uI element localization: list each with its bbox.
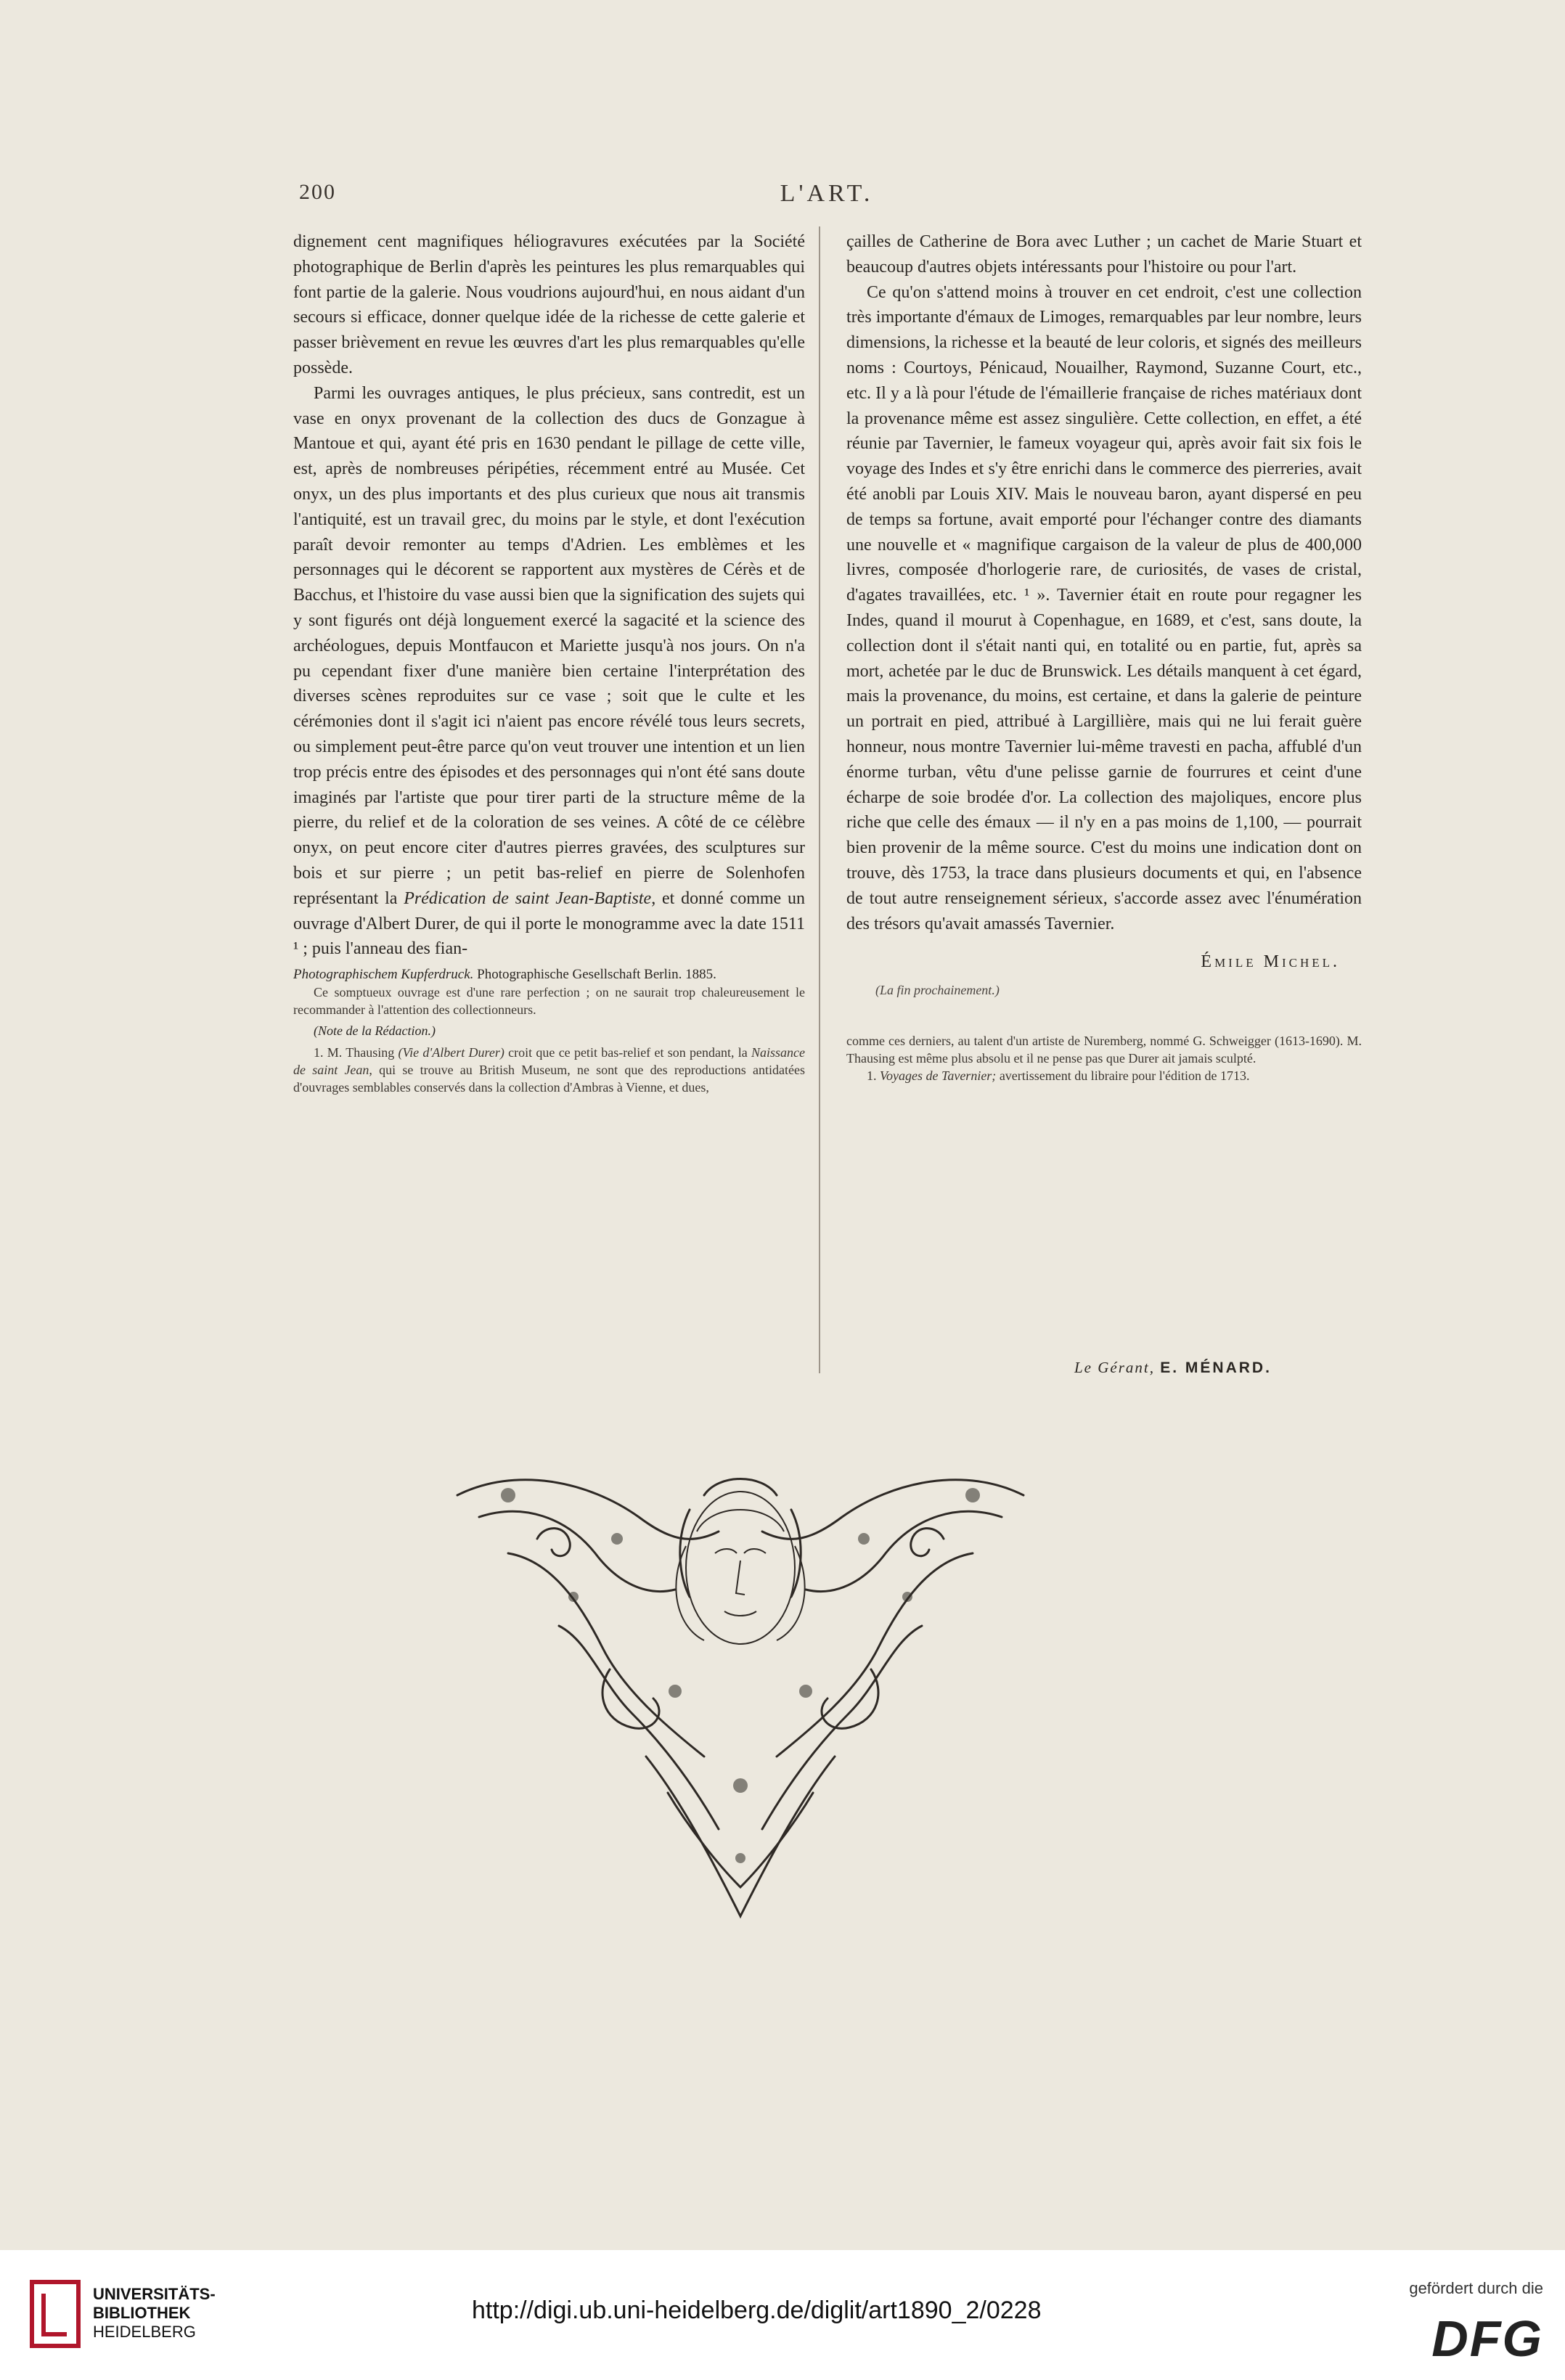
paragraph-text: Parmi les ouvrages antiques, le plus précieux, sans contredit, est un vase en onyx provenant de la collection des ducs de Gonzague à Mantoue et qui, ayant été pris en 1630 pendant le pillage de cette ville, est, après de nombreuses péripéties, récemment entré au Musée. Cet onyx, un des plus importants et des plus curieux que nous ait transmis l'antiquité, est un travail grec, du moins par le style, et dont l'exécution paraît devoir remonter au temps d'Adrien. Les emblèmes et les personnages qui le décorent se rapportent aux mystères de Cérès et de Bacchus, et l'histoire du vase aussi bien que la signification des sujets qui y sont figurés ont déjà longuement exercé la sagacité et la science des archéologues, depuis Montfaucon et Mariette jusqu'à nos jours. On n'a pu cependant fixer d'une manière bien certaine l'interprétation des diverses scènes reproduites sur ce vase ; soit que le culte et les cérémonies dont il s'agit ici n'aient pas encore révélé tous leurs secrets, ou simplement peut-être parce qu'on veut trouver une intention et un lien trop précis entre des épisodes et des personnages qui n'ont été sans doute imaginés par l'artiste que pour tirer parti de la structure même de la pierre, du relief et de la coloration de ses veines. A côté de ce célèbre onyx, on peut encore citer d'autres pierres gravées, des sculptures sur bois et sur pierre ; un petit bas-relief en pierre de Solenhofen représentant la	[293, 383, 805, 908]
plate-caption	[293, 966, 805, 984]
library-line: HEIDELBERG	[93, 2323, 196, 2341]
footnote-continuation: comme ces derniers, au talent d'un artiste de Nuremberg, nommé G. Schweigger (1613-1690). M. Thausing est même plus absolu et il ne pense pas que Durer ait jamais sculpté.	[846, 1033, 1362, 1066]
paragraph: Ce qu'on s'attend moins à trouver en cet endroit, c'est une collection très importante d'émaux de Limoges, remarquables par leur nombre, leurs dimensions, la richesse et la beauté de leur coloris, et signés des meilleurs noms : Courtoys, Pénicaud, Nouailher, Raymond, Suzanne Court, etc., etc. Il y a là pour l'étude de l'émaillerie française de riches matériaux dont la provenance même est assez singulière. Cette collection, en effet, a été réunie par Tavernier, le fameux voyageur qui, après avoir fait six fois le voyage des Indes et s'y être enrichi dans le commerce des pierreries, avait été anobli par Louis XIV. Mais le nouveau baron, ayant dispersé en peu de temps sa fortune, avait emporté pour l'échanger contre des diamants une nouvelle et « magnifique cargaison de la valeur de plus de 400,000 livres, composée d'horlogerie rare, de curiosités, de vases de cristal, d'agates travaillées, etc. ¹ ». Tavernier était en route pour regagner les Indes, quand il mourut à Copenhague, en 1689, et c'est, sans doute, la collection dont il s'était nanti qui, en totalité ou en partie, fut, après sa mort, achetée par le duc de Brunswick. Les détails manquent à cet égard, mais la provenance, du moins, est certaine, et dans la galerie de peinture un portrait en pied, attribué à Largillière, mais qui ne lui ferait guère honneur, nous montre Tavernier lui-même travesti en pacha, affublé d'un énorme turban, vêtu d'une pelisse garnie de fourrures et ceint d'une écharpe de soie brodée d'or. La collection des majoliques, encore plus riche que celle des émaux — il n'y en a pas moins de 1,100, — pourrait bien provenir de la même source. C'est du moins une indication dont on trouve, dès 1753, la trace dans plusieurs documents et qui, en l'absence de tout autre renseignement sérieux, s'accorde assez avec l'énumération des trésors qu'avait amassés Tavernier.	[846, 282, 1362, 933]
footnote	[846, 1067, 1362, 1084]
right-column	[846, 229, 1362, 1084]
journal-title: L'ART.	[780, 180, 874, 207]
footnote-italic: Naissance de saint Jean	[293, 1044, 806, 1077]
author-signature: Émile Michel.	[1201, 952, 1340, 972]
funding-label: gefördert durch die	[1409, 2279, 1543, 2297]
footnote-text: , qui se trouve au British Museum, ne sont que des reproductions antidatées d'ouvrages semblables conservés dans la collection d'Ambras à Vienne, et dues,	[293, 1062, 805, 1095]
footnote	[293, 1044, 805, 1096]
to-be-continued: (La fin prochainement.)	[875, 983, 1000, 998]
note-credit: (Note de la Rédaction.)	[314, 1023, 436, 1039]
library-line: BIBLIOTHEK	[93, 2304, 191, 2322]
paragraph	[293, 381, 805, 962]
library-name	[93, 2285, 216, 2342]
left-column	[293, 229, 805, 1096]
footnote-text: croit que ce petit bas-relief et son pendant, la	[504, 1044, 752, 1060]
footnote-italic: Voyages de Tavernier;	[880, 1068, 997, 1083]
footnote-italic: (Vie d'Albert Durer)	[398, 1044, 504, 1060]
footnote-number: 1.	[867, 1068, 880, 1083]
ornament-mask-icon	[428, 1452, 1053, 1960]
paragraph: çailles de Catherine de Bora avec Luther ; un cachet de Marie Stuart et beaucoup d'autres objets intéressants pour l'histoire ou pour l'art.	[846, 232, 1362, 277]
imprint	[1074, 1359, 1272, 1377]
imprint-name: E. MÉNARD.	[1160, 1359, 1272, 1376]
footnote-text: avertissement du libraire pour l'édition de 1713.	[996, 1068, 1250, 1083]
ub-heidelberg-logo-icon	[29, 2279, 81, 2349]
paragraph-text: , et donné comme un ouvrage d'Albert Durer, de qui il porte le monogramme avec la date 1511 ¹ ; puis l'anneau des fian-	[293, 888, 806, 959]
dfg-logo: DFG	[1431, 2310, 1543, 2367]
column-divider	[819, 226, 820, 1373]
paragraph: dignement cent magnifiques héliogravures exécutées par la Société photographique de Berlin d'après les peintures les plus remarquables qui font partie de la galerie. Nous voudrions aujourd'hui, en nous aidant d'un secours si efficace, donner quelque idée de la richesse de cette galerie et passer brièvement en revue les œuvres d'art les plus remarquables qu'elle possède.	[293, 232, 805, 377]
digitization-footer	[0, 2250, 1565, 2380]
footnote-number: 1. M. Thausing	[314, 1044, 395, 1060]
editorial-note: Ce somptueux ouvrage est d'une rare perfection ; on ne saurait trop chaleureusement le recommander à l'attention des collectionneurs.	[293, 985, 805, 1018]
imprint-label: Le Gérant,	[1074, 1359, 1155, 1376]
caption-italic: Photographischem Kupferdruck.	[293, 967, 474, 983]
caption-text: Photographische Gesellschaft Berlin. 1885.	[473, 967, 716, 983]
library-line: UNIVERSITÄTS-	[93, 2285, 216, 2303]
page-number: 200	[299, 180, 336, 204]
permalink[interactable]: http://digi.ub.uni-heidelberg.de/diglit/art1890_2/0228	[472, 2297, 1042, 2324]
artwork-title: Prédication de saint Jean-Baptiste	[404, 888, 652, 908]
